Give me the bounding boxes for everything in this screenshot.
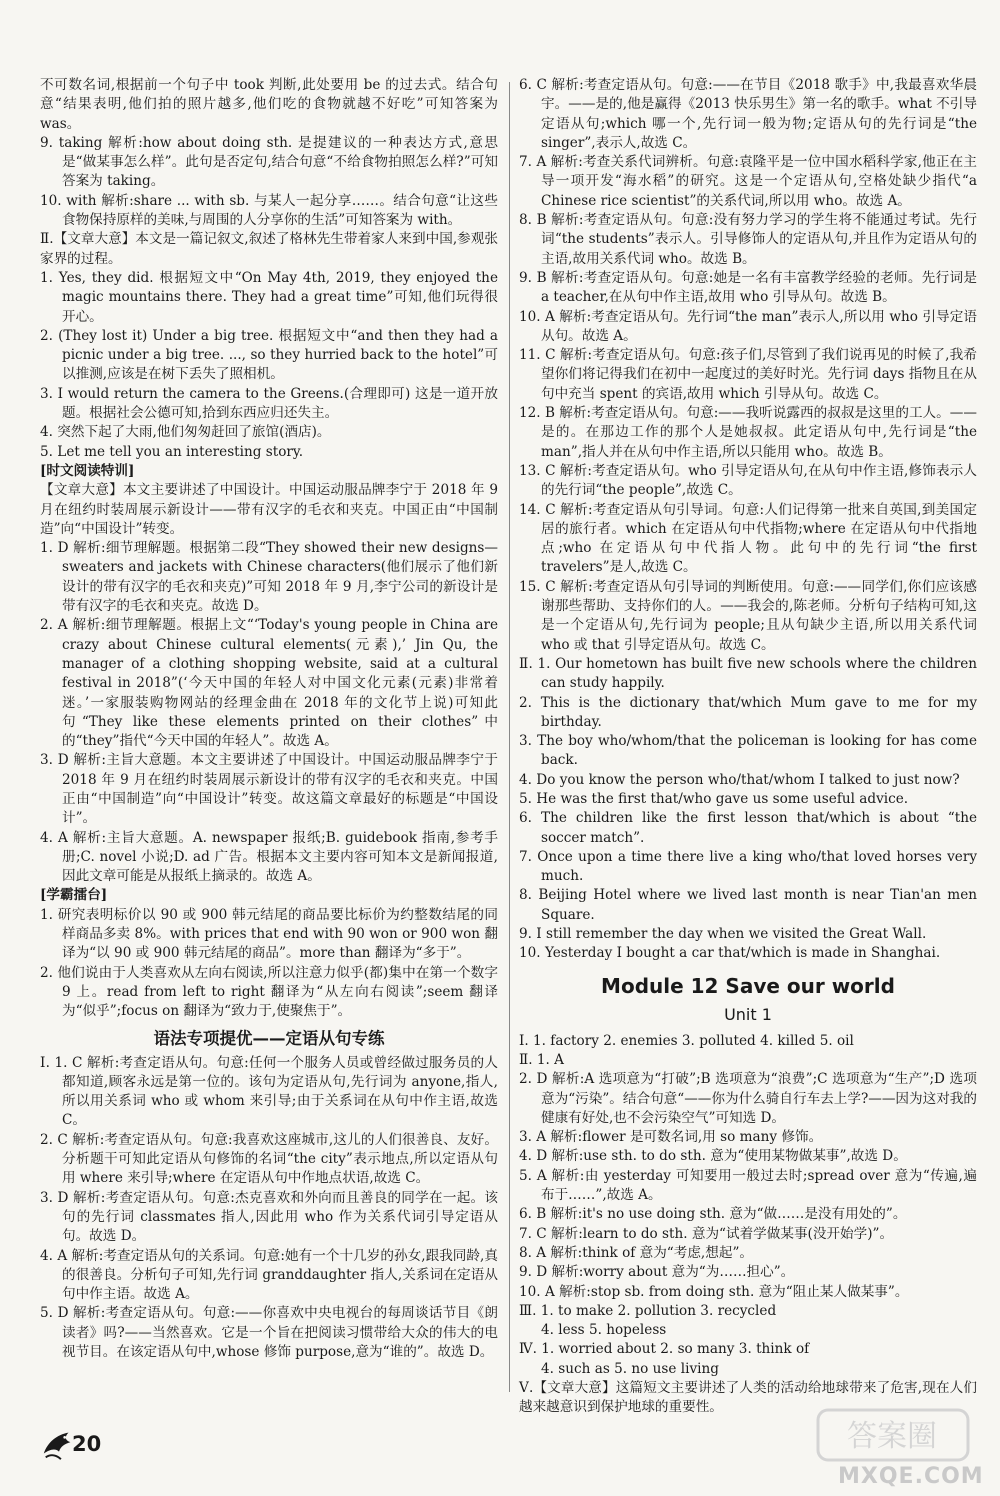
- answer-item: 10. with 解析:share ... with sb. 与某人一起分享……。结合句意“让这些食物保持原样的美味,与周围的人分享你的生活”可知答案为 with。: [40, 192, 498, 229]
- answer-item: 9. D 解析:worry about 意为“为……担心”。: [519, 1264, 795, 1281]
- answer-item: 4. 突然下起了大雨,他们匆匆赶回了旅馆(酒店)。: [40, 424, 331, 441]
- answer-item: 2. (They lost it) Under a big tree. 根据短文中“and then they had a picnic under a big tree. ..., so they hurried back to the hotel”可以推测,应该是在树下丢失了照相机。: [40, 327, 498, 383]
- answer-item: 4. Do you know the person who/that/whom I talked to just now?: [519, 771, 960, 788]
- answer-item: 9. taking 解析:how about doing sth. 是提建议的一种表达方式,意思是“做某事怎么样”。此句是否定句,结合句意“不给食物拍照怎么样?”可知答案为 taking。: [40, 134, 498, 190]
- answer-item: 5. A 解析:由 yesterday 可知要用一般过去时;spread over 意为“传遍,遍布于……”,故选 A。: [519, 1167, 977, 1204]
- answer-item: Ⅱ. 1. A: [519, 1051, 564, 1068]
- answer-item: 13. C 解析:考查定语从句。who 引导定语从句,在从句中作主语,修饰表示人的先行词“the people”,故选 C。: [519, 462, 977, 499]
- answer-item: 2. C 解析:考查定语从句。句意:我喜欢这座城市,这儿的人们很善良、友好。分析题干可知此定语从句修饰的名词“the city”表示地点,所以定语从句用 where 来引导;where 在定语从句中作地点状语,故选 C。: [40, 1131, 498, 1187]
- answer-item: Ⅳ. 1. worried about 2. so many 3. think of: [519, 1341, 810, 1358]
- paragraph: 【文章大意】本文主要讲述了中国设计。中国运动服品牌李宁于 2018 年 9 月在纽约时装周展示新设计——带有汉字的毛衣和夹克。中国正由“中国制造”向“中国设计”转变。: [40, 482, 498, 537]
- answer-item: Ⅲ. 1. to make 2. pollution 3. recycled: [519, 1302, 777, 1319]
- answer-item: 9. I still remember the day when we visited the Great Wall.: [519, 926, 927, 943]
- unit-title: Unit 1: [724, 1004, 772, 1024]
- answer-item: 10. A 解析:考查定语从句。先行词“the man”表示人,所以用 who 引导定语从句。故选 A。: [519, 308, 977, 344]
- answer-item: 3. D 解析:主旨大意题。本文主要讲述了中国设计。中国运动服品牌李宁于 2018 年 9 月在纽约时装周展示新设计的带有汉字的毛衣和夹克。中国正由“中国制造”向“中国设计”转变。故这篇文章最好的标题是“中国设计”。: [40, 752, 498, 827]
- section-title: 语法专项提优——定语从句专练: [153, 1028, 385, 1048]
- answer-item: 4. A 解析:主旨大意题。A. newspaper 报纸;B. guidebook 指南,参考手册;C. novel 小说;D. ad 广告。根据本文主要内容可知本文是新闻报道,因此文章可能是从报纸上摘录的。故选 A。: [40, 829, 498, 885]
- answer-item: 6. C 解析:考查定语从句。句意:——在节目《2018 歌手》中,我最喜欢华晨宇。——是的,他是赢得《2013 快乐男生》第一名的歌手。what 不引导定语从句;which 哪一个,先行词一般为物;定语从句的先行词是“the singer”,表示人,故选 C。: [519, 77, 977, 151]
- answer-item: 3. A 解析:flower 是可数名词,用 so many 修饰。: [519, 1129, 823, 1146]
- section-bracket-heading: [学霸擂台]: [40, 887, 108, 904]
- answer-item: 14. C 解析:考查定语从句引导词。句意:人们记得第一批来自英国,到美国定居的旅行者。which 在定语从句中代指物;where 在定语从句中代指地点;who 在定语从句中代指人物。此句中的先行词“the first travelers”是人,故选 C。: [519, 501, 977, 576]
- answer-item: 1. Yes, they did. 根据短文中“On May 4th, 2019, they enjoyed the magic mountains there. They had a great time”可知,他们玩得很开心。: [40, 269, 498, 325]
- paragraph: Ⅴ.【文章大意】这篇短文主要讲述了人类的活动给地球带来了危害,现在人们越来越意识到保护地球的重要性。: [519, 1380, 977, 1416]
- answer-item: 5. Let me tell you an interesting story.: [40, 443, 304, 460]
- answer-item: 3. I would return the camera to the Greens.(合理即可) 这是一道开放题。根据社会公德可知,拾到东西应归还失主。: [40, 385, 498, 422]
- answer-item: 7. C 解析:learn to do sth. 意为“试着学做某事(没开始学)”。: [519, 1225, 894, 1242]
- answer-item: 8. A 解析:think of 意为“考虑,想起”。: [519, 1244, 753, 1261]
- module-title: Module 12 Save our world: [601, 973, 895, 998]
- answer-item: 2. A 解析:细节理解题。根据上文“‘Today's young people in China are crazy about Chinese cultural elements(元素),’ Jin Qu, the manager of a clothing shopping website, said at a cultural festival in 2018”(‘今天中国的年轻人对中国文化元素(元素)非常着迷。’一家服装购物网站的经理金曲在 2018 年的文化节上说)可知此句“They like these elements printed on their clothes”中的“they”指代“今天中国的年轻人”。故选 A。: [40, 617, 498, 750]
- answer-item: Ⅰ. 1. C 解析:考查定语从句。句意:任何一个服务人员或曾经做过服务员的人都知道,顾客永远是第一位的。该句为定语从句,先行词为 anyone,指人,所以用关系词 who 或 whom 来引导;由于关系词在从句中作主语,故选 C。: [40, 1054, 498, 1129]
- answer-item: 10. A 解析:stop sb. from doing sth. 意为“阻止某人做某事”。: [519, 1283, 909, 1300]
- answer-item: 7. A 解析:考查关系代词辨析。句意:袁隆平是一位中国水稻科学家,他正在主导一项开发“海水稻”的研究。这是一个定语从句,空格处缺少指代“a Chinese rice scientist”的关系代词,所以用 who。故选 A。: [519, 154, 977, 209]
- answer-item: 15. C 解析:考查定语从句引导词的判断使用。句意:——同学们,你们应该感谢那些帮助、支持你们的人。——我会的,陈老师。分析句子结构可知,这是一个定语从句,先行词为 people;且从句缺少主语,所以用关系代词 who 或 that 引导定语从句。故选 C。: [519, 578, 977, 653]
- left-column: [40, 76, 498, 1362]
- page-number: 20: [72, 1432, 102, 1456]
- answer-item: 8. Beijing Hotel where we lived last month is near Tian'an men Square.: [519, 887, 977, 923]
- answer-item: 2. This is the dictionary that/which Mum gave to me for my birthday.: [519, 694, 977, 730]
- paragraph: 不可数名词,根据前一个句子中 took 判断,此处要用 be 的过去式。结合句意“结果表明,他们拍的照片越多,他们吃的食物就越不好吃”可知答案为 was。: [40, 77, 498, 132]
- answer-item: 10. Yesterday I bought a car that/which is made in Shanghai.: [519, 945, 941, 962]
- answer-item: 3. D 解析:考查定语从句。句意:杰克喜欢和外向而且善良的同学在一起。该句的先行词 classmates 指人,因此用 who 作为关系代词引导定语从句。故选 D。: [40, 1189, 498, 1245]
- answer-item: 1. 研究表明标价以 90 或 900 韩元结尾的商品要比标价为约整数结尾的同样商品多卖 8%。with prices that end with 90 won or 900 won 翻译为“以 90 或 900 韩元结尾的商品”。more than 翻译为“多于”。: [40, 906, 498, 962]
- svg-text:答案圈: 答案圈: [847, 1419, 937, 1454]
- answer-item: 5. D 解析:考查定语从句。句意:——你喜欢中央电视台的每周谈话节目《朗读者》吗?——当然喜欢。它是一个旨在把阅读习惯带给大众的伟大的电视节目。在该定语从句中,whose 修饰 purpose,意为“谁的”。故选 D。: [40, 1305, 498, 1360]
- answer-item: 3. The boy who/whom/that the policeman is looking for has come back.: [519, 733, 977, 769]
- answer-item: 2. 他们说由于人类喜欢从左向右阅读,所以注意力似乎(都)集中在第一个数字 9 上。read from left to right 翻译为“从左向右阅读”;seem 翻译为“似乎”;focus on 翻译为“致力于,使聚焦于”。: [40, 964, 498, 1020]
- watermark-text: MXQE.COM: [838, 1464, 984, 1489]
- section-bracket-heading: [时文阅读特训]: [40, 462, 135, 479]
- answer-item: 11. C 解析:考查定语从句。句意:孩子们,尽管到了我们说再见的时候了,我希望你们将记得我们在初中一起度过的美好时光。先行词 days 指物且在从句中充当 spent 的宾语,故用 which 引导从句。故选 C。: [519, 347, 977, 402]
- answer-item: 4. D 解析:use sth. to do sth. 意为“使用某物做某事”,故选 D。: [519, 1148, 907, 1165]
- answer-item: 1. D 解析:细节理解题。根据第二段“They showed their new designs—sweaters and jackets with Chinese characters(他们展示了他们新设计的带有汉字的毛衣和夹克)”可知 2018 年 9 月,李宁公司的新设计是带有汉字的毛衣和夹克。故选 D。: [40, 540, 498, 615]
- answer-item: 8. B 解析:考查定语从句。句意:没有努力学习的学生将不能通过考试。先行词“the students”表示人。引导修饰人的定语从句,并且作为定语从句的主语,故用关系代词 who。故选 B。: [519, 212, 977, 267]
- answer-item: 2. D 解析:A 选项意为“打破”;B 选项意为“浪费”;C 选项意为“生产”;D 选项意为“污染”。结合句意“——你为什么骑自行车去上学?——因为这对我的健康有好处,也不会污染空气”可知选 D。: [519, 1071, 977, 1126]
- answer-subline: 4. less 5. hopeless: [541, 1322, 667, 1339]
- answer-item: 6. The children like the first lesson that/which is about “the soccer match”.: [519, 810, 977, 846]
- answer-item: 6. B 解析:it's no use doing sth. 意为“做……是没有用处的”。: [519, 1206, 907, 1223]
- answer-item: 9. B 解析:考查定语从句。句意:她是一名有丰富教学经验的老师。先行词是 a teacher,在从句中作主语,故用 who 引导从句。故选 B。: [519, 269, 977, 306]
- paragraph: Ⅱ.【文章大意】本文是一篇记叙文,叙述了格林先生带着家人来到中国,参观张家界的过程。: [40, 231, 498, 267]
- answer-subline: 4. such as 5. no use living: [541, 1360, 719, 1377]
- answer-item: Ⅰ. 1. factory 2. enemies 3. polluted 4. killed 5. oil: [519, 1032, 854, 1049]
- answer-item: Ⅱ. 1. Our hometown has built five new schools where the children can study happily.: [519, 655, 977, 692]
- answer-item: 12. B 解析:考查定语从句。句意:——我听说露西的叔叔是这里的工人。——是的。在那边工作的那个人是她叔叔。此定语从句中,先行词是“the man”,指人并在从句中作主语,所以只能用 who。故选 B。: [519, 405, 977, 460]
- answer-item: 5. He was the first that/who gave us some useful advice.: [519, 790, 909, 807]
- answer-item: 7. Once upon a time there live a king who/that loved horses very much.: [519, 848, 977, 885]
- column-divider: [509, 82, 510, 1392]
- answer-item: 4. A 解析:考查定语从句的关系词。句意:她有一个十几岁的孙女,跟我同龄,真的很善良。分析句子可知,先行词 granddaughter 指人,关系词在定语从句中作主语。故选 A。: [40, 1247, 498, 1303]
- right-column: [519, 76, 977, 1418]
